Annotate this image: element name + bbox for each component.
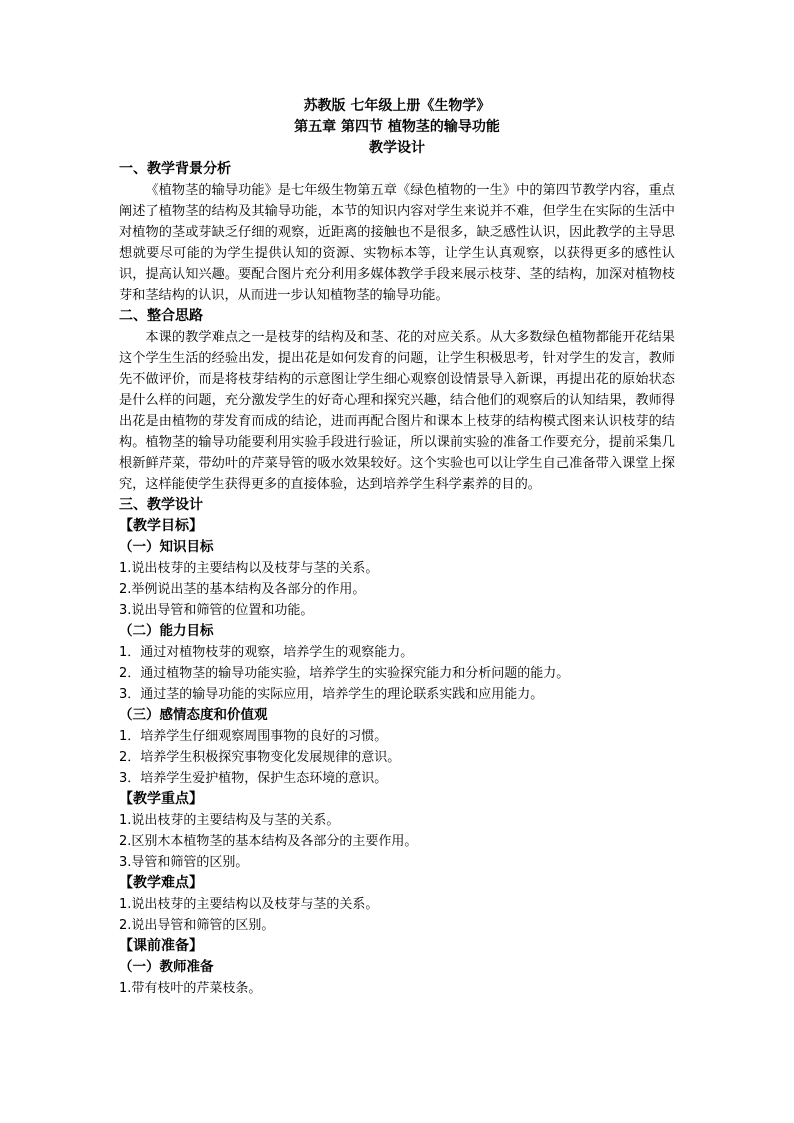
- list-item: 3．培养学生爱护植物，保护生态环境的意识。: [119, 771, 388, 786]
- document-title-line-1: 苏教版 七年级上册《生物学》: [303, 98, 491, 114]
- list-item: 1.说出枝芽的主要结构及与茎的关系。: [119, 813, 340, 828]
- document-page: [119, 96, 675, 999]
- section-1-heading: 一、教学背景分析: [119, 161, 231, 177]
- key-points-heading: 【教学重点】: [119, 791, 203, 807]
- preparation-heading: 【课前准备】: [119, 938, 203, 954]
- section-3-heading: 三、教学设计: [119, 497, 203, 513]
- list-item: 3．通过茎的输导功能的实际应用，培养学生的理论联系实践和应用能力。: [119, 687, 544, 702]
- list-item: 3.导管和筛管的区别。: [119, 855, 249, 870]
- list-item: 2.举例说出茎的基本结构及各部分的作用。: [119, 582, 366, 597]
- list-item: 3.说出导管和筛管的位置和功能。: [119, 603, 314, 618]
- list-item: 1．通过对植物枝芽的观察，培养学生的观察能力。: [119, 645, 414, 660]
- list-item: 2.区别木本植物茎的基本结构及各部分的主要作用。: [119, 834, 418, 849]
- list-item: 1.说出枝芽的主要结构以及枝芽与茎的关系。: [119, 561, 379, 576]
- teacher-preparation-heading: （一）教师准备: [119, 959, 214, 975]
- list-item: 2．培养学生积极探究事物变化发展规律的意识。: [119, 750, 401, 765]
- list-item: 1.说出枝芽的主要结构以及枝芽与茎的关系。: [119, 897, 379, 912]
- section-2-paragraph: 本课的教学难点之一是枝芽的结构及和茎、花的对应关系。从大多数绿色植物都能开花结果这个学生生活的经验出发，提出花是如何发育的问题，让学生积极思考，针对学生的发言，教师先不做评价，而是将枝芽结构的示意图让学生细心观察创设情景导入新课，再提出花的原始状态是什么样的问题，充分激发学生的好奇心理和探究兴趣，结合他们的观察后的认知结果，教师得出花是由植物的芽发育而成的结论，进而再配合图片和课本上枝芽的结构模式图来认识枝芽的结构。植物茎的输导功能要利用实验手段进行验证，所以课前实验的准备工作要充分，提前采集几根新鲜芹菜，带幼叶的芹菜导管的吸水效果较好。这个实验也可以让学生自己准备带入课堂上探究，这样能使学生获得更多的直接体验，达到培养学生科学素养的目的。: [119, 330, 675, 492]
- ability-goals-heading: （二）能力目标: [119, 623, 214, 639]
- list-item: 1.带有枝叶的芹菜枝条。: [119, 981, 262, 996]
- knowledge-goals-heading: （一）知识目标: [119, 539, 214, 555]
- teaching-goals-heading: 【教学目标】: [119, 518, 203, 534]
- emotion-goals-heading: （三）感情态度和价值观: [119, 707, 268, 723]
- list-item: 1．培养学生仔细观察周围事物的良好的习惯。: [119, 729, 388, 744]
- difficulties-heading: 【教学难点】: [119, 875, 203, 891]
- document-title-line-3: 教学设计: [369, 140, 425, 156]
- document-title-line-2: 第五章 第四节 植物茎的输导功能: [294, 119, 500, 135]
- list-item: 2．通过植物茎的输导功能实验，培养学生的实验探究能力和分析问题的能力。: [119, 666, 570, 681]
- section-1-paragraph: 《植物茎的输导功能》是七年级生物第五章《绿色植物的一生》中的第四节教学内容，重点阐述了植物茎的结构及其输导功能，本节的知识内容对学生来说并不难，但学生在实际的生活中对植物的茎或芽缺乏仔细的观察，近距离的接触也不是很多，缺乏感性认识，因此教学的主导思想就要尽可能的为学生提供认知的资源、实物标本等，让学生认真观察，以获得更多的感性认识，提高认知兴趣。要配合图片充分利用多媒体教学手段来展示枝芽、茎的结构，加深对植物枝芽和茎结构的认识，从而进一步认知植物茎的输导功能。: [119, 183, 675, 303]
- list-item: 2.说出导管和筛管的区别。: [119, 918, 275, 933]
- section-2-heading: 二、整合思路: [119, 308, 203, 324]
